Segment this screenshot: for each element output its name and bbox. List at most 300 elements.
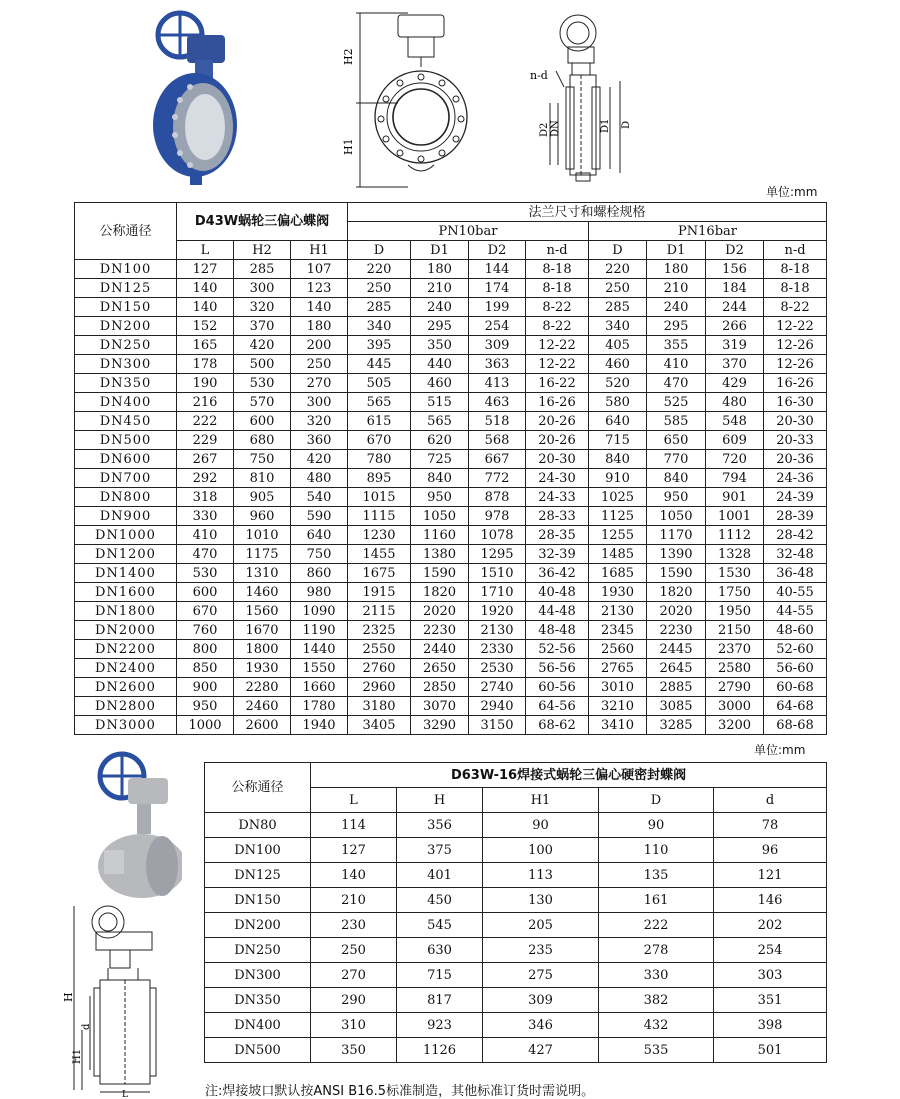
table-cell: 535 bbox=[599, 1038, 714, 1063]
table-cell: 16-30 bbox=[764, 393, 827, 412]
table-cell: 2790 bbox=[706, 678, 764, 697]
table-cell: 470 bbox=[177, 545, 234, 564]
table-cell: 725 bbox=[411, 450, 469, 469]
table-row bbox=[205, 888, 827, 913]
table-cell: 590 bbox=[291, 507, 348, 526]
table-cell: 515 bbox=[411, 393, 469, 412]
table-cell: 330 bbox=[177, 507, 234, 526]
table-cell: 878 bbox=[469, 488, 526, 507]
table-cell: 375 bbox=[397, 838, 483, 863]
table-cell: 860 bbox=[291, 564, 348, 583]
table-cell: 290 bbox=[311, 988, 397, 1013]
table-cell: 20-36 bbox=[764, 450, 827, 469]
table-cell: 202 bbox=[714, 913, 827, 938]
table-cell: 3210 bbox=[589, 697, 647, 716]
table-cell: 2760 bbox=[348, 659, 411, 678]
table-cell: 8-18 bbox=[764, 260, 827, 279]
table-cell: 310 bbox=[311, 1013, 397, 1038]
table-cell: 28-35 bbox=[526, 526, 589, 545]
table-cell: 1295 bbox=[469, 545, 526, 564]
table-cell: 715 bbox=[589, 431, 647, 450]
table-cell: 501 bbox=[714, 1038, 827, 1063]
table-cell: 2530 bbox=[469, 659, 526, 678]
table1-body bbox=[75, 260, 827, 735]
header-pn10: PN10bar bbox=[348, 222, 589, 241]
table-row bbox=[75, 279, 827, 298]
table-cell: 1001 bbox=[706, 507, 764, 526]
table-cell: 1190 bbox=[291, 621, 348, 640]
table-cell: 64-68 bbox=[764, 697, 827, 716]
table-cell: 370 bbox=[706, 355, 764, 374]
table-row bbox=[75, 507, 827, 526]
table-cell: 244 bbox=[706, 298, 764, 317]
table-cell: 2885 bbox=[647, 678, 706, 697]
table-cell: 1920 bbox=[469, 602, 526, 621]
table1-header bbox=[75, 203, 827, 260]
table-cell: 28-39 bbox=[764, 507, 827, 526]
table-cell: 210 bbox=[311, 888, 397, 913]
table-cell: 2130 bbox=[469, 621, 526, 640]
table-cell: 1310 bbox=[234, 564, 291, 583]
table-cell: 1175 bbox=[234, 545, 291, 564]
column-header: H bbox=[397, 788, 483, 813]
table-cell: 427 bbox=[483, 1038, 599, 1063]
column-header: n-d bbox=[764, 241, 827, 260]
table-cell: 3200 bbox=[706, 716, 764, 735]
column-header: L bbox=[311, 788, 397, 813]
table-cell: 12-26 bbox=[764, 336, 827, 355]
table-cell: 156 bbox=[706, 260, 764, 279]
table-cell: 3410 bbox=[589, 716, 647, 735]
row-nominal-size: DN100 bbox=[205, 838, 311, 863]
table-row bbox=[75, 640, 827, 659]
table-cell: 240 bbox=[411, 298, 469, 317]
table-cell: 1820 bbox=[411, 583, 469, 602]
table-cell: 3290 bbox=[411, 716, 469, 735]
table-cell: 585 bbox=[647, 412, 706, 431]
table-row bbox=[205, 838, 827, 863]
table-cell: 1160 bbox=[411, 526, 469, 545]
row-nominal-size: DN150 bbox=[205, 888, 311, 913]
d63w-spec-table bbox=[204, 762, 827, 1063]
table-row bbox=[75, 545, 827, 564]
table-cell: 3180 bbox=[348, 697, 411, 716]
table-cell: 78 bbox=[714, 813, 827, 838]
table-cell: 900 bbox=[177, 678, 234, 697]
table-cell: 1915 bbox=[348, 583, 411, 602]
column-header: H2 bbox=[234, 241, 291, 260]
table-row bbox=[205, 1038, 827, 1063]
table-cell: 800 bbox=[177, 640, 234, 659]
table-cell: 130 bbox=[483, 888, 599, 913]
table-cell: 123 bbox=[291, 279, 348, 298]
table-cell: 318 bbox=[177, 488, 234, 507]
table-cell: 178 bbox=[177, 355, 234, 374]
table-cell: 565 bbox=[411, 412, 469, 431]
table-cell: 12-22 bbox=[764, 317, 827, 336]
table-cell: 1380 bbox=[411, 545, 469, 564]
table-cell: 114 bbox=[311, 813, 397, 838]
table-cell: 1328 bbox=[706, 545, 764, 564]
table-cell: 2445 bbox=[647, 640, 706, 659]
table-cell: 460 bbox=[589, 355, 647, 374]
table-cell: 199 bbox=[469, 298, 526, 317]
table-cell: 205 bbox=[483, 913, 599, 938]
label-weld-d: d bbox=[81, 1023, 92, 1030]
table-cell: 910 bbox=[589, 469, 647, 488]
table-cell: 2740 bbox=[469, 678, 526, 697]
table-cell: 520 bbox=[589, 374, 647, 393]
table-cell: 370 bbox=[234, 317, 291, 336]
table-cell: 1930 bbox=[589, 583, 647, 602]
table-cell: 794 bbox=[706, 469, 764, 488]
table-cell: 40-48 bbox=[526, 583, 589, 602]
table-row bbox=[75, 659, 827, 678]
table-cell: 445 bbox=[348, 355, 411, 374]
table-cell: 146 bbox=[714, 888, 827, 913]
table-cell: 309 bbox=[483, 988, 599, 1013]
table-cell: 1000 bbox=[177, 716, 234, 735]
table-cell: 1950 bbox=[706, 602, 764, 621]
table-cell: 222 bbox=[177, 412, 234, 431]
table-cell: 2020 bbox=[647, 602, 706, 621]
table-cell: 350 bbox=[311, 1038, 397, 1063]
table-cell: 395 bbox=[348, 336, 411, 355]
table-row bbox=[75, 583, 827, 602]
column-header: D1 bbox=[411, 241, 469, 260]
table-cell: 36-48 bbox=[764, 564, 827, 583]
table-cell: 60-56 bbox=[526, 678, 589, 697]
table-cell: 750 bbox=[291, 545, 348, 564]
table-cell: 2345 bbox=[589, 621, 647, 640]
table-cell: 127 bbox=[311, 838, 397, 863]
table-cell: 2330 bbox=[469, 640, 526, 659]
column-header: D bbox=[348, 241, 411, 260]
table-cell: 309 bbox=[469, 336, 526, 355]
table-cell: 525 bbox=[647, 393, 706, 412]
table-cell: 950 bbox=[647, 488, 706, 507]
row-nominal-size: DN350 bbox=[75, 374, 177, 393]
table-row bbox=[75, 678, 827, 697]
table-cell: 3150 bbox=[469, 716, 526, 735]
table-cell: 222 bbox=[599, 913, 714, 938]
label-dn: DN bbox=[550, 120, 561, 137]
table-cell: 840 bbox=[411, 469, 469, 488]
table-cell: 960 bbox=[234, 507, 291, 526]
table-cell: 950 bbox=[411, 488, 469, 507]
d43w-spec-table bbox=[74, 202, 827, 735]
table-cell: 1440 bbox=[291, 640, 348, 659]
table-cell: 2370 bbox=[706, 640, 764, 659]
table-cell: 56-60 bbox=[764, 659, 827, 678]
table-cell: 140 bbox=[177, 279, 234, 298]
table-row bbox=[75, 412, 827, 431]
table-cell: 1390 bbox=[647, 545, 706, 564]
table-cell: 460 bbox=[411, 374, 469, 393]
t2-header-product-title: D63W-16焊接式蜗轮三偏心硬密封蝶阀 bbox=[311, 763, 827, 788]
table-cell: 570 bbox=[234, 393, 291, 412]
table-row bbox=[75, 469, 827, 488]
table-cell: 346 bbox=[483, 1013, 599, 1038]
table-cell: 1255 bbox=[589, 526, 647, 545]
table-cell: 303 bbox=[714, 963, 827, 988]
table-cell: 1780 bbox=[291, 697, 348, 716]
table-cell: 270 bbox=[311, 963, 397, 988]
table-cell: 285 bbox=[348, 298, 411, 317]
column-header: n-d bbox=[526, 241, 589, 260]
row-nominal-size: DN200 bbox=[205, 913, 311, 938]
table-cell: 235 bbox=[483, 938, 599, 963]
table-cell: 2600 bbox=[234, 716, 291, 735]
unit-label-top: 单位:mm bbox=[766, 185, 818, 199]
column-header: D2 bbox=[469, 241, 526, 260]
table-cell: 1550 bbox=[291, 659, 348, 678]
row-nominal-size: DN125 bbox=[205, 863, 311, 888]
table-cell: 90 bbox=[599, 813, 714, 838]
table-cell: 2325 bbox=[348, 621, 411, 640]
table-cell: 44-55 bbox=[764, 602, 827, 621]
table-cell: 565 bbox=[348, 393, 411, 412]
label-h2: H2 bbox=[342, 48, 355, 65]
table-cell: 278 bbox=[599, 938, 714, 963]
table-cell: 895 bbox=[348, 469, 411, 488]
row-nominal-size: DN1400 bbox=[75, 564, 177, 583]
table-cell: 319 bbox=[706, 336, 764, 355]
table-row bbox=[75, 336, 827, 355]
table-cell: 28-42 bbox=[764, 526, 827, 545]
table-cell: 1820 bbox=[647, 583, 706, 602]
table-cell: 68-62 bbox=[526, 716, 589, 735]
table-cell: 8-18 bbox=[764, 279, 827, 298]
table-row bbox=[75, 450, 827, 469]
table-cell: 320 bbox=[291, 412, 348, 431]
table-cell: 16-26 bbox=[526, 393, 589, 412]
table-cell: 250 bbox=[348, 279, 411, 298]
table-cell: 440 bbox=[411, 355, 469, 374]
table-cell: 1015 bbox=[348, 488, 411, 507]
table-cell: 382 bbox=[599, 988, 714, 1013]
table-cell: 28-33 bbox=[526, 507, 589, 526]
table-cell: 432 bbox=[599, 1013, 714, 1038]
label-weld-l: L bbox=[122, 1090, 128, 1098]
row-nominal-size: DN900 bbox=[75, 507, 177, 526]
table-cell: 2115 bbox=[348, 602, 411, 621]
valve-photo-welded bbox=[82, 748, 182, 898]
front-view-drawing bbox=[338, 5, 478, 190]
table-cell: 152 bbox=[177, 317, 234, 336]
row-nominal-size: DN450 bbox=[75, 412, 177, 431]
table-cell: 2440 bbox=[411, 640, 469, 659]
row-nominal-size: DN100 bbox=[75, 260, 177, 279]
table-cell: 810 bbox=[234, 469, 291, 488]
table-cell: 1170 bbox=[647, 526, 706, 545]
table-cell: 1675 bbox=[348, 564, 411, 583]
table-cell: 24-36 bbox=[764, 469, 827, 488]
table-cell: 615 bbox=[348, 412, 411, 431]
table-cell: 817 bbox=[397, 988, 483, 1013]
table-cell: 505 bbox=[348, 374, 411, 393]
table-row bbox=[75, 697, 827, 716]
table-cell: 121 bbox=[714, 863, 827, 888]
table-cell: 600 bbox=[234, 412, 291, 431]
table-cell: 295 bbox=[647, 317, 706, 336]
row-nominal-size: DN2200 bbox=[75, 640, 177, 659]
welded-valve-drawing bbox=[60, 900, 170, 1098]
header-nominal-size: 公称通径 bbox=[75, 203, 177, 260]
table-cell: 463 bbox=[469, 393, 526, 412]
table-cell: 670 bbox=[348, 431, 411, 450]
table-cell: 548 bbox=[706, 412, 764, 431]
table-cell: 1660 bbox=[291, 678, 348, 697]
table-cell: 609 bbox=[706, 431, 764, 450]
table-cell: 320 bbox=[234, 298, 291, 317]
table2-body bbox=[205, 813, 827, 1063]
table-cell: 630 bbox=[397, 938, 483, 963]
table-cell: 923 bbox=[397, 1013, 483, 1038]
table-cell: 2560 bbox=[589, 640, 647, 659]
table-cell: 12-26 bbox=[764, 355, 827, 374]
table-cell: 772 bbox=[469, 469, 526, 488]
unit-label-bottom: 单位:mm bbox=[754, 743, 806, 757]
table-cell: 1090 bbox=[291, 602, 348, 621]
table-row bbox=[75, 564, 827, 583]
table-cell: 52-60 bbox=[764, 640, 827, 659]
table-cell: 3000 bbox=[706, 697, 764, 716]
table-cell: 127 bbox=[177, 260, 234, 279]
table-cell: 840 bbox=[647, 469, 706, 488]
table-cell: 1750 bbox=[706, 583, 764, 602]
table-cell: 254 bbox=[469, 317, 526, 336]
table-cell: 174 bbox=[469, 279, 526, 298]
table-row bbox=[75, 602, 827, 621]
table-cell: 107 bbox=[291, 260, 348, 279]
table-row bbox=[205, 988, 827, 1013]
table-cell: 640 bbox=[291, 526, 348, 545]
table-cell: 340 bbox=[348, 317, 411, 336]
table-cell: 68-68 bbox=[764, 716, 827, 735]
table-cell: 20-30 bbox=[764, 412, 827, 431]
table-cell: 3070 bbox=[411, 697, 469, 716]
table-cell: 905 bbox=[234, 488, 291, 507]
table-cell: 1050 bbox=[411, 507, 469, 526]
row-nominal-size: DN2800 bbox=[75, 697, 177, 716]
table-cell: 1800 bbox=[234, 640, 291, 659]
table-cell: 24-33 bbox=[526, 488, 589, 507]
table-cell: 2460 bbox=[234, 697, 291, 716]
column-header: L bbox=[177, 241, 234, 260]
table-cell: 1670 bbox=[234, 621, 291, 640]
table-cell: 545 bbox=[397, 913, 483, 938]
table-cell: 360 bbox=[291, 431, 348, 450]
row-nominal-size: DN400 bbox=[205, 1013, 311, 1038]
table-cell: 470 bbox=[647, 374, 706, 393]
table-cell: 300 bbox=[291, 393, 348, 412]
row-nominal-size: DN500 bbox=[205, 1038, 311, 1063]
table-cell: 850 bbox=[177, 659, 234, 678]
table-cell: 500 bbox=[234, 355, 291, 374]
table-cell: 530 bbox=[234, 374, 291, 393]
table-cell: 190 bbox=[177, 374, 234, 393]
table-cell: 8-18 bbox=[526, 260, 589, 279]
table-row bbox=[205, 1013, 827, 1038]
table-cell: 161 bbox=[599, 888, 714, 913]
table-cell: 8-22 bbox=[526, 298, 589, 317]
row-nominal-size: DN3000 bbox=[75, 716, 177, 735]
label-h1: H1 bbox=[342, 138, 355, 155]
table-cell: 270 bbox=[291, 374, 348, 393]
table-cell: 1230 bbox=[348, 526, 411, 545]
row-nominal-size: DN700 bbox=[75, 469, 177, 488]
table-cell: 980 bbox=[291, 583, 348, 602]
table-cell: 715 bbox=[397, 963, 483, 988]
table-cell: 420 bbox=[234, 336, 291, 355]
row-nominal-size: DN350 bbox=[205, 988, 311, 1013]
table-cell: 2650 bbox=[411, 659, 469, 678]
table-cell: 60-68 bbox=[764, 678, 827, 697]
table-cell: 2130 bbox=[589, 602, 647, 621]
table-cell: 770 bbox=[647, 450, 706, 469]
table-row bbox=[75, 317, 827, 336]
table-row bbox=[205, 938, 827, 963]
row-nominal-size: DN400 bbox=[75, 393, 177, 412]
table-cell: 1530 bbox=[706, 564, 764, 583]
table-cell: 2280 bbox=[234, 678, 291, 697]
table-cell: 2550 bbox=[348, 640, 411, 659]
table-row bbox=[75, 431, 827, 450]
column-header: D bbox=[589, 241, 647, 260]
table-cell: 2230 bbox=[647, 621, 706, 640]
table-cell: 2850 bbox=[411, 678, 469, 697]
column-header: d bbox=[714, 788, 827, 813]
table-cell: 1590 bbox=[647, 564, 706, 583]
table-cell: 135 bbox=[599, 863, 714, 888]
table-cell: 100 bbox=[483, 838, 599, 863]
table-cell: 667 bbox=[469, 450, 526, 469]
t2-header-nominal-size: 公称通径 bbox=[205, 763, 311, 813]
table-cell: 413 bbox=[469, 374, 526, 393]
table-cell: 530 bbox=[177, 564, 234, 583]
table-cell: 650 bbox=[647, 431, 706, 450]
table-cell: 1455 bbox=[348, 545, 411, 564]
row-nominal-size: DN1800 bbox=[75, 602, 177, 621]
table-row bbox=[75, 716, 827, 735]
table-cell: 180 bbox=[647, 260, 706, 279]
row-nominal-size: DN250 bbox=[75, 336, 177, 355]
table-cell: 110 bbox=[599, 838, 714, 863]
table-cell: 580 bbox=[589, 393, 647, 412]
table-cell: 140 bbox=[177, 298, 234, 317]
table-cell: 12-22 bbox=[526, 355, 589, 374]
table-cell: 568 bbox=[469, 431, 526, 450]
row-nominal-size: DN300 bbox=[205, 963, 311, 988]
table-cell: 20-30 bbox=[526, 450, 589, 469]
table-cell: 950 bbox=[177, 697, 234, 716]
table-cell: 250 bbox=[311, 938, 397, 963]
table-cell: 1940 bbox=[291, 716, 348, 735]
table-row bbox=[75, 260, 827, 279]
table-cell: 1460 bbox=[234, 583, 291, 602]
table-cell: 44-48 bbox=[526, 602, 589, 621]
header-flange-title: 法兰尺寸和螺栓规格 bbox=[348, 203, 827, 222]
side-view-drawing bbox=[528, 5, 638, 190]
row-nominal-size: DN250 bbox=[205, 938, 311, 963]
table-cell: 670 bbox=[177, 602, 234, 621]
table-cell: 180 bbox=[291, 317, 348, 336]
table-cell: 113 bbox=[483, 863, 599, 888]
table-cell: 40-55 bbox=[764, 583, 827, 602]
table-cell: 240 bbox=[647, 298, 706, 317]
table-cell: 2020 bbox=[411, 602, 469, 621]
